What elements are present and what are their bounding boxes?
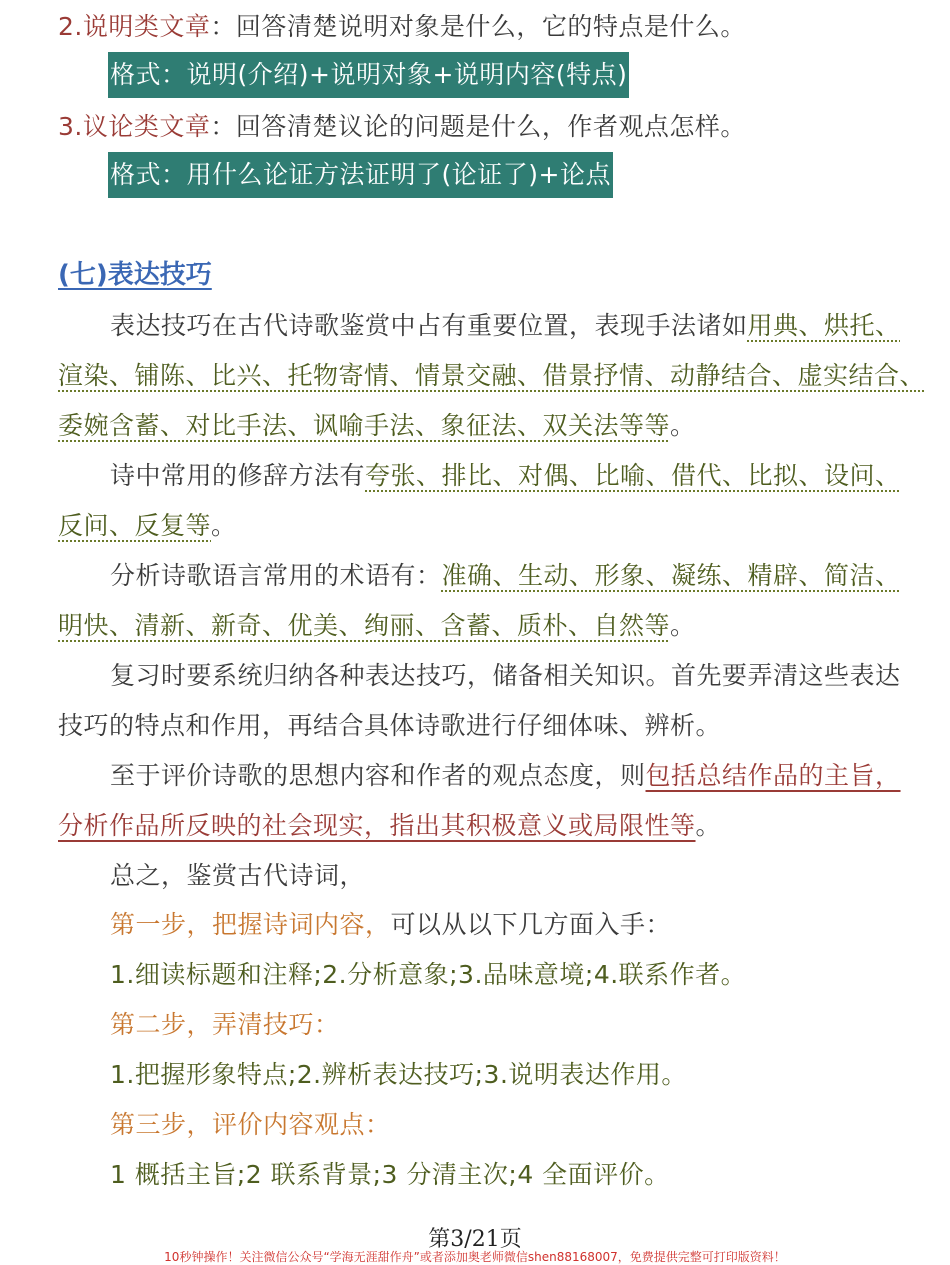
para-3-highlight-1: 准确、生动、形象、凝练、精辟、简洁、 — [441, 561, 901, 590]
para-5-line-2 — [58, 809, 721, 843]
para-1-line-1 — [110, 309, 901, 343]
item-3-line — [58, 110, 746, 144]
item-3-text: ：回答清楚议论的问题是什么，作者观点怎样。 — [210, 112, 746, 141]
para-6: 总之，鉴赏古代诗词， — [110, 861, 366, 890]
step-1-line — [110, 908, 671, 942]
para-1-line-3 — [58, 409, 696, 443]
item-2-line — [58, 10, 746, 44]
para-2-highlight-1: 夸张、排比、对偶、比喻、借代、比拟、设问、 — [365, 461, 901, 490]
step-3-label: 第三步，评价内容观点： — [110, 1110, 391, 1139]
para-3-end: 。 — [670, 611, 696, 640]
para-1-end: 。 — [670, 411, 696, 440]
item-2-format-box: 格式：说明(介绍)+说明对象+说明内容(特点) — [108, 52, 629, 98]
para-1-highlight-2: 渲染、铺陈、比兴、托物寄情、情景交融、借景抒情、动静结合、虚实结合、 — [58, 361, 926, 390]
para-1-line-2 — [58, 359, 925, 393]
step-1-items: 1.细读标题和注释;2.分析意象;3.品味意境;4.联系作者。 — [110, 960, 747, 989]
item-3-format-box: 格式：用什么论证方法证明了(论证了)+论点 — [108, 152, 613, 198]
para-1-highlight-3: 委婉含蓄、对比手法、讽喻手法、象征法、双关法等等 — [58, 411, 671, 440]
page-number: 第3/21页 — [428, 1227, 522, 1252]
step-1-text: 可以从以下几方面入手： — [390, 910, 672, 939]
section-heading: (七)表达技巧 — [58, 260, 212, 290]
para-1-text: 表达技巧在古代诗歌鉴赏中占有重要位置，表现手法诸如 — [110, 311, 748, 340]
para-5-highlight-1: 包括总结作品的主旨， — [645, 761, 901, 790]
step-2-items: 1.把握形象特点;2.辨析表达技巧;3.说明表达作用。 — [110, 1060, 687, 1089]
para-5-end: 。 — [695, 811, 722, 840]
para-3-line-1 — [110, 559, 901, 593]
para-3-line-2 — [58, 609, 696, 643]
para-1-highlight-1: 用典、烘托、 — [747, 311, 901, 340]
para-2-text: 诗中常用的修辞方法有 — [110, 461, 366, 490]
item-3-label: 3.议论类文章 — [58, 112, 211, 141]
para-5-text: 至于评价诗歌的思想内容和作者的观点态度，则 — [110, 761, 646, 790]
step-3-items: 1 概括主旨;2 联系背景;3 分清主次;4 全面评价。 — [110, 1160, 670, 1189]
para-2-end: 。 — [211, 511, 237, 540]
footer-promo-note: 10秒钟操作！关注微信公众号“学海无涯甜作舟”或者添加奥老师微信shen88168007，免费提供完整可打印版资料！ — [164, 1250, 786, 1264]
para-4-line-2: 技巧的特点和作用，再结合具体诗歌进行仔细体味、辨析。 — [58, 711, 722, 740]
para-2-line-1 — [110, 459, 901, 493]
para-2-line-2 — [58, 509, 237, 543]
para-5-highlight-2: 分析作品所反映的社会现实，指出其积极意义或局限性等 — [58, 811, 696, 840]
step-2-label: 第二步，弄清技巧： — [110, 1010, 340, 1039]
para-2-highlight-2: 反问、反复等 — [58, 511, 212, 540]
step-1-label: 第一步，把握诗词内容， — [110, 910, 391, 939]
item-2-text: ：回答清楚说明对象是什么，它的特点是什么。 — [210, 12, 746, 41]
item-2-label: 2.说明类文章 — [58, 12, 211, 41]
para-3-highlight-2: 明快、清新、新奇、优美、绚丽、含蓄、质朴、自然等 — [58, 611, 671, 640]
para-4-line-1: 复习时要系统归纳各种表达技巧，储备相关知识。首先要弄清这些表达 — [110, 661, 901, 690]
para-5-line-1 — [110, 759, 901, 793]
para-3-text: 分析诗歌语言常用的术语有： — [110, 561, 442, 590]
